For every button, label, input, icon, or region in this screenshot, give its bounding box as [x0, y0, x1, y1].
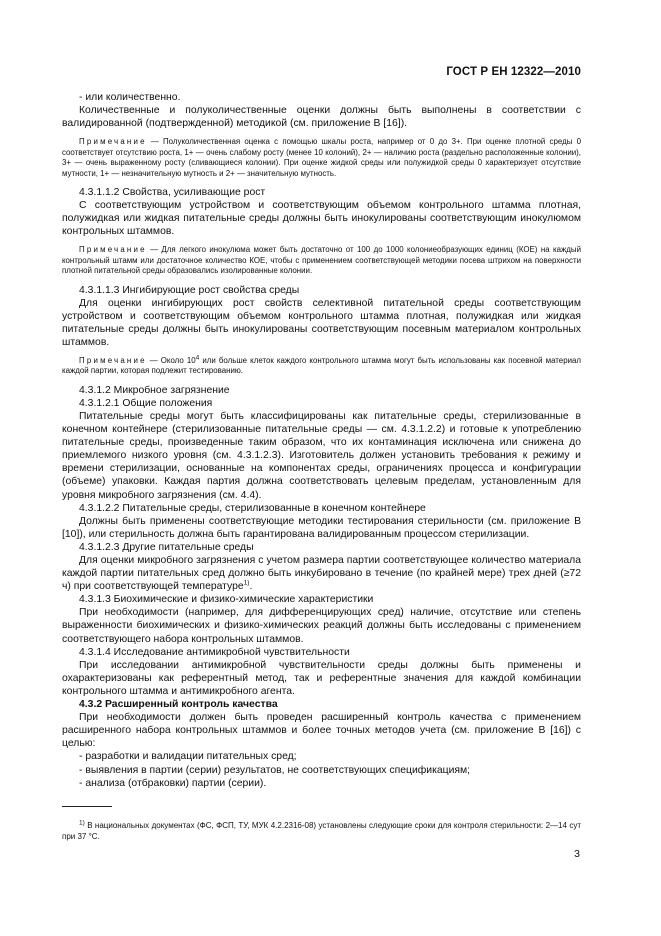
footnote-ref: 1) — [243, 579, 250, 587]
section-heading: 4.3.1.1.3 Ингибирующие рост свойства среды — [79, 284, 300, 296]
list-item: - разработки и валидации питательных сред; — [79, 751, 297, 763]
section-heading: 4.3.1.1.2 Свойства, усиливающие рост — [79, 186, 266, 198]
note-text: — Для легкого инокулюма может быть достаточно от 100 до 1000 колониеобразующих единиц (КОЕ) на каждый контрольный штамм или достаточное количество КОЕ, чтобы с применением соответствующей методики посева штрихом на поверхности плотной питательной среды образовались изолированные колонии. — [62, 245, 581, 276]
section-heading: 4.3.1.3 Биохимические и физико-химические характеристики — [79, 594, 374, 606]
footnote-text: В национальных документах (ФС, ФСП, ТУ, МУК 4.2.2316-08) установлены следующие сроки для контроля стерильности: 2—14 сут при 37 °С. — [62, 821, 581, 841]
page-number: 3 — [574, 848, 580, 860]
section-heading: 4.3.1.2.3 Другие питательные среды — [79, 541, 254, 553]
paragraph: - или количественно. — [79, 92, 181, 103]
list-item: - анализа (отбраковки) партии (серии). — [79, 777, 267, 789]
section-heading: 4.3.2 Расширенный контроль качества — [79, 699, 278, 711]
note-label: Примечание — [79, 137, 147, 147]
list-item: - выявления в партии (серии) результатов, не соответствующих спецификациям; — [79, 764, 471, 776]
note-label: Примечание — [79, 245, 147, 255]
section-heading: 4.3.1.2.1 Общие положения — [79, 397, 213, 409]
paragraph: При необходимости должен быть проведен расширенный контроль качества с применением расширенного набора контрольных штаммов и более точных методов учета (см. приложение В [16]) с целью: — [62, 712, 581, 750]
document-header: ГОСТ Р ЕН 12322—2010 — [446, 66, 581, 78]
note — [62, 356, 581, 377]
paragraph: Питательные среды могут быть классифицированы как питательные среды, стерилизованные в конечном контейнере (стерилизованные питательные среды — см. 4.3.1.2.2) и готовые к употреблению питательные среды, произведенные таким образом, что их контаминация исключена или снижена до приемлемого низкого уровня (см. 4.3.1.2.3). Изготовитель должен установить требования к режиму и времени стерилизации, основанные на компонентах среды, ограничениях процесса и конфигурации (объеме) упаковки. Каждая партия должна соответствовать целевым пределам, установленным для уровня микробного загрязнения (см. 4.4). — [62, 410, 581, 501]
paragraph: С соответствующим устройством и соответствующим объемом контрольного штамма плотная, полужидкая или жидкая питательные среды должны быть инокулированы соответствующим инокулюмом контрольных штаммов. — [62, 200, 581, 238]
paragraph — [62, 554, 581, 593]
paragraph: Для оценки ингибирующих рост свойств селективной питательной среды соответствующим устройством и соответствующим объемом контрольного штамма плотная, полужидкая или жидкая питательные среды должны быть инокулированы соответствующим посевным материалом контрольных штаммов. — [62, 297, 581, 348]
section-heading: 4.3.1.2.2 Питательные среды, стерилизованные в конечном контейнере — [79, 502, 426, 514]
note-text: — Около 10 — [146, 355, 196, 365]
note — [62, 137, 581, 179]
note-label: Примечание — [79, 355, 147, 365]
footnote-separator — [62, 806, 112, 807]
note-text: — Полуколичественная оценка с помощью шкалы роста, например от 0 до 3+. При оценке плотной среды 0 соответствует отсутствию роста, 1+ — очень слабому росту (менее 10 колоний), 2+ — наличию роста (раздельно расположенные колонии), 3+ — очень выраженному росту (сливающиеся колонии). При оценке жидкой среды или полужидкой среды 0 характеризует отсутствие мутности, 1+ — незначительную мутность и 2+ — значительную мутность. — [62, 137, 581, 178]
paragraph: При необходимости (например, для дифференцирующих сред) наличие, отсутствие или степень выраженности биохимических и физико-химических реакций должны быть исследованы с применением соответствующего набора контрольных штаммов. — [62, 607, 581, 645]
footnote — [62, 821, 581, 842]
paragraph: Количественные и полуколичественные оценки должны быть выполнены в соответствии с валидированной (подтвержденной) методикой (см. приложение В [16]). — [62, 105, 581, 130]
paragraph-text: Для оценки микробного загрязнения с учетом размера партии соответствующее количество материала каждой партии питательных сред должно быть инкубировано в течение (по крайней мере) трех дней (≥72 ч) при соответствующей температуре — [62, 555, 581, 593]
note-superscript: 4 — [195, 354, 200, 362]
section-heading: 4.3.1.4 Исследование антимикробной чувствительности — [79, 646, 350, 658]
page-body — [62, 91, 581, 790]
paragraph-text: . — [249, 581, 253, 593]
paragraph: При исследовании антимикробной чувствительности среды должны быть применены и охарактеризованы как референтный метод, так и референтные значения для каждой комбинации контрольного штамма и антимикробного агента. — [62, 659, 581, 697]
note — [62, 245, 581, 276]
paragraph: Должны быть применены соответствующие методики тестирования стерильности (см. приложение В [10]), или стерильность должна быть гарантирована валидированным процессом стерилизации. — [62, 515, 581, 540]
section-heading: 4.3.1.2 Микробное загрязнение — [79, 384, 230, 396]
note-text: или больше клеток каждого контрольного штамма могут быть использованы как посевной материал каждой партии, которая подлежит тестированию. — [62, 355, 581, 376]
footnote-mark: 1) — [79, 819, 85, 827]
